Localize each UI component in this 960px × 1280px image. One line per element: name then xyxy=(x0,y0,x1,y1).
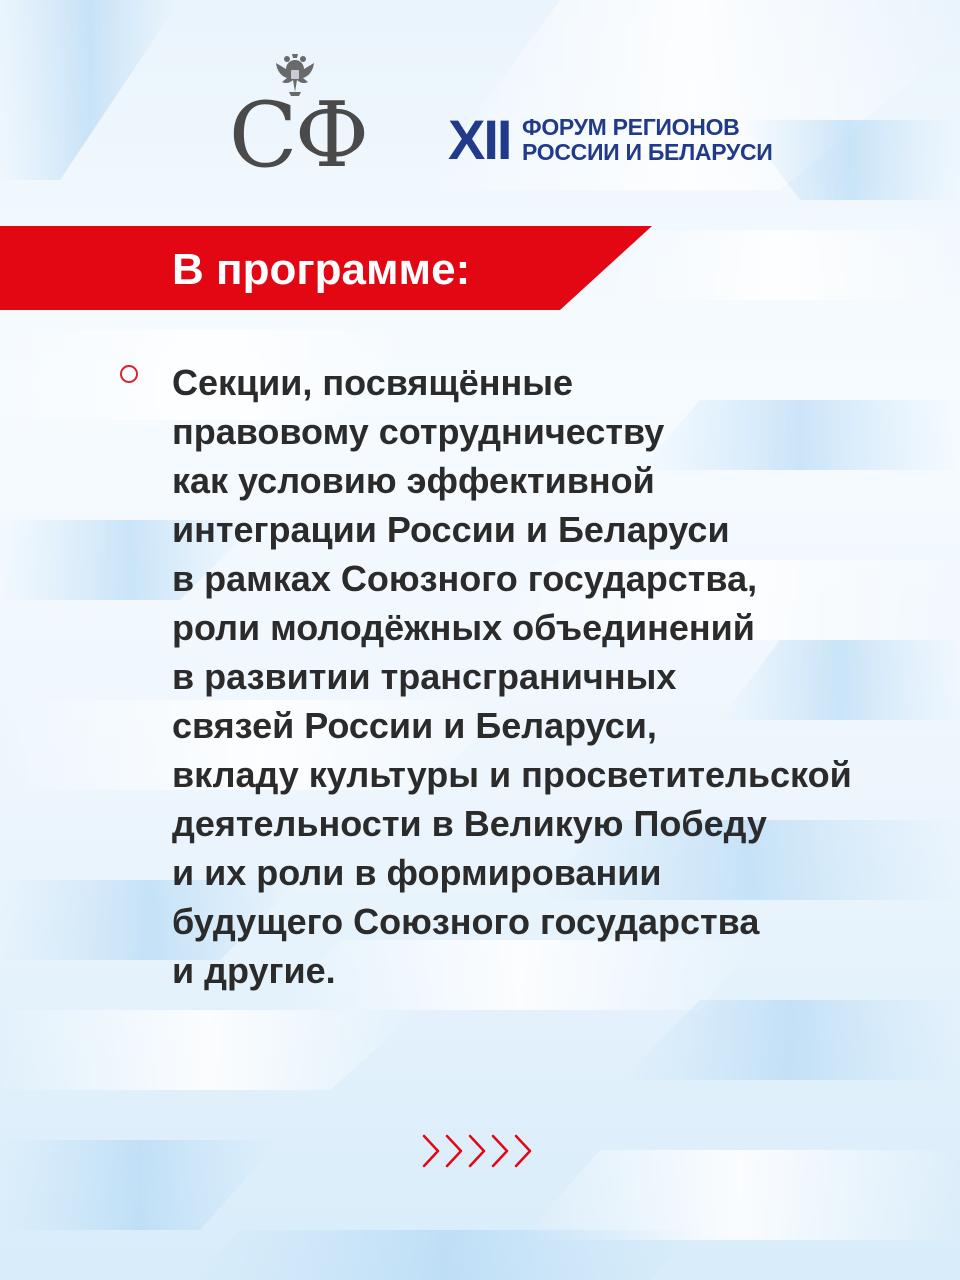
program-line: связей России и Беларуси, xyxy=(172,705,657,746)
program-line: и другие. xyxy=(172,950,336,991)
forum-number: XII xyxy=(448,108,511,171)
program-line: будущего Союзного государства xyxy=(172,901,760,942)
sf-logo: СФ xyxy=(228,83,367,188)
program-line: в рамках Союзного государства, xyxy=(172,558,758,599)
chevrons-right-icon xyxy=(420,1132,544,1170)
program-item-text xyxy=(172,358,942,995)
program-line: правовому сотрудничеству xyxy=(172,411,665,452)
program-line: Секции, посвящённые xyxy=(172,362,574,403)
program-line: вкладу культуры и просветительской xyxy=(172,754,852,795)
program-line: интеграции России и Беларуси xyxy=(172,509,730,550)
program-line: в развитии трансграничных xyxy=(172,656,677,697)
program-line: как условию эффективной xyxy=(172,460,655,501)
program-line: деятельности в Великую Победу xyxy=(172,803,767,844)
banner-title: В программе: xyxy=(172,245,471,294)
forum-title xyxy=(522,114,773,165)
program-line: и их роли в формировании xyxy=(172,852,662,893)
circle-bullet-icon xyxy=(120,365,138,383)
program-line: роли молодёжных объединений xyxy=(172,607,755,648)
forum-title-line-2: РОССИИ И БЕЛАРУСИ xyxy=(522,139,773,165)
forum-title-line-1: ФОРУМ РЕГИОНОВ xyxy=(522,114,740,140)
